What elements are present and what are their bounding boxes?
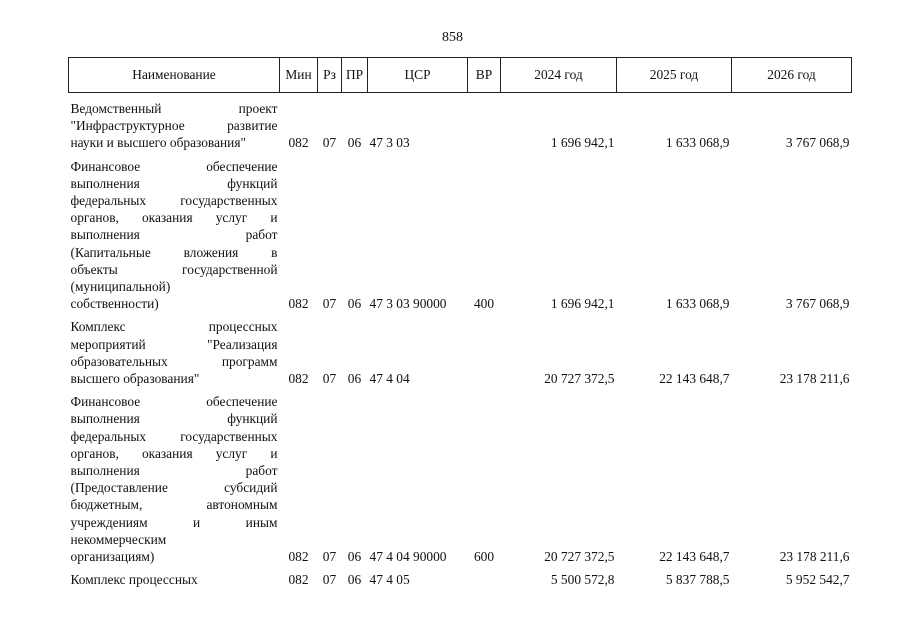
row-csr: 47 4 04 xyxy=(369,371,410,387)
row-value-2025: 1 633 068,9 xyxy=(665,296,730,312)
row-name-line: органов, оказания услуг и xyxy=(70,210,278,226)
row-csr: 47 3 03 90000 xyxy=(369,296,447,312)
row-pr: 06 xyxy=(347,371,362,387)
row-name xyxy=(69,93,280,158)
row-value-2025: 5 837 788,5 xyxy=(665,572,730,588)
row-name-line: Финансовое обеспечение xyxy=(70,158,278,174)
row-name-line: (муниципальной) xyxy=(70,279,171,295)
header-vr: ВР xyxy=(468,58,501,93)
row-vr: 400 xyxy=(473,296,495,312)
row-pr: 06 xyxy=(347,572,362,588)
table-header xyxy=(69,58,852,93)
table-row xyxy=(69,158,852,319)
header-pr: ПР xyxy=(342,58,368,93)
row-value-2025: 22 143 648,7 xyxy=(659,371,730,387)
row-value-2026: 3 767 068,9 xyxy=(785,296,850,312)
row-vr xyxy=(468,571,501,594)
row-min: 082 xyxy=(288,296,309,312)
row-min: 082 xyxy=(288,135,309,151)
row-value-2024: 5 500 572,8 xyxy=(550,572,615,588)
row-name-line: бюджетным, автономным xyxy=(70,497,278,513)
row-name-line: выполнения работ xyxy=(70,463,278,479)
row-name-line: выполнения функций xyxy=(70,175,278,191)
row-name xyxy=(69,318,280,393)
row-pr: 06 xyxy=(347,135,362,151)
row-name-line: учреждениям и иным xyxy=(70,514,278,530)
row-name-line: организациям) xyxy=(70,549,155,565)
header-row xyxy=(69,58,852,93)
row-min: 082 xyxy=(288,371,309,387)
header-csr: ЦСР xyxy=(368,58,468,93)
row-name-line: выполнения работ xyxy=(70,227,278,243)
row-name-line: (Капитальные вложения в xyxy=(70,244,278,260)
row-name xyxy=(69,393,280,571)
table-body xyxy=(69,93,852,595)
header-2026: 2026 год xyxy=(732,58,852,93)
header-min: Мин xyxy=(280,58,318,93)
row-name-line: мероприятий "Реализация xyxy=(70,336,278,352)
row-name-line: органов, оказания услуг и xyxy=(70,445,278,461)
row-value-2026: 5 952 542,7 xyxy=(785,572,850,588)
row-name-line: объекты государственной xyxy=(70,261,278,277)
row-csr: 47 4 05 xyxy=(369,572,410,588)
row-name-line: собственности) xyxy=(70,296,159,312)
row-value-2026: 3 767 068,9 xyxy=(785,135,850,151)
row-name-line: некоммерческим xyxy=(70,531,167,547)
row-value-2026: 23 178 211,6 xyxy=(779,549,850,565)
row-name-line: выполнения функций xyxy=(70,411,278,427)
row-name-line: федеральных государственных xyxy=(70,428,278,444)
row-value-2024: 1 696 942,1 xyxy=(550,135,615,151)
header-rz: Рз xyxy=(318,58,342,93)
row-name-line: образовательных программ xyxy=(70,353,278,369)
row-min: 082 xyxy=(288,549,309,565)
row-name-line: федеральных государственных xyxy=(70,193,278,209)
header-2024: 2024 год xyxy=(501,58,617,93)
row-name-line: Комплекс процессных xyxy=(70,319,278,335)
row-value-2026: 23 178 211,6 xyxy=(779,371,850,387)
row-name-line: науки и высшего образования" xyxy=(70,135,246,151)
table-row xyxy=(69,93,852,158)
row-vr xyxy=(468,318,501,393)
row-value-2025: 22 143 648,7 xyxy=(659,549,730,565)
table-row xyxy=(69,393,852,571)
row-value-2024: 20 727 372,5 xyxy=(544,549,615,565)
row-vr xyxy=(468,93,501,158)
row-rz: 07 xyxy=(322,135,337,151)
row-csr: 47 3 03 xyxy=(369,135,410,151)
row-name-line: Комплекс процессных xyxy=(70,572,198,588)
header-2025: 2025 год xyxy=(617,58,732,93)
row-pr: 06 xyxy=(347,296,362,312)
row-rz: 07 xyxy=(322,572,337,588)
row-rz: 07 xyxy=(322,371,337,387)
row-pr: 06 xyxy=(347,549,362,565)
row-rz: 07 xyxy=(322,549,337,565)
row-value-2025: 1 633 068,9 xyxy=(665,135,730,151)
row-name-line: Финансовое обеспечение xyxy=(70,394,278,410)
row-value-2024: 1 696 942,1 xyxy=(550,296,615,312)
row-value-2024: 20 727 372,5 xyxy=(544,371,615,387)
header-name: Наименование xyxy=(69,58,280,93)
budget-table xyxy=(68,57,852,594)
row-name-line: Ведомственный проект xyxy=(70,101,278,116)
row-name xyxy=(69,571,280,594)
row-csr: 47 4 04 90000 xyxy=(369,549,447,565)
table-row xyxy=(69,318,852,393)
row-rz: 07 xyxy=(322,296,337,312)
row-name-line: (Предоставление субсидий xyxy=(70,480,278,496)
row-name-line: высшего образования" xyxy=(70,371,200,387)
table-row xyxy=(69,571,852,594)
row-name xyxy=(69,158,280,319)
row-vr: 600 xyxy=(473,549,495,565)
page-number: 858 xyxy=(442,30,463,45)
row-min: 082 xyxy=(288,572,309,588)
row-name-line: "Инфраструктурное развитие xyxy=(70,118,278,134)
